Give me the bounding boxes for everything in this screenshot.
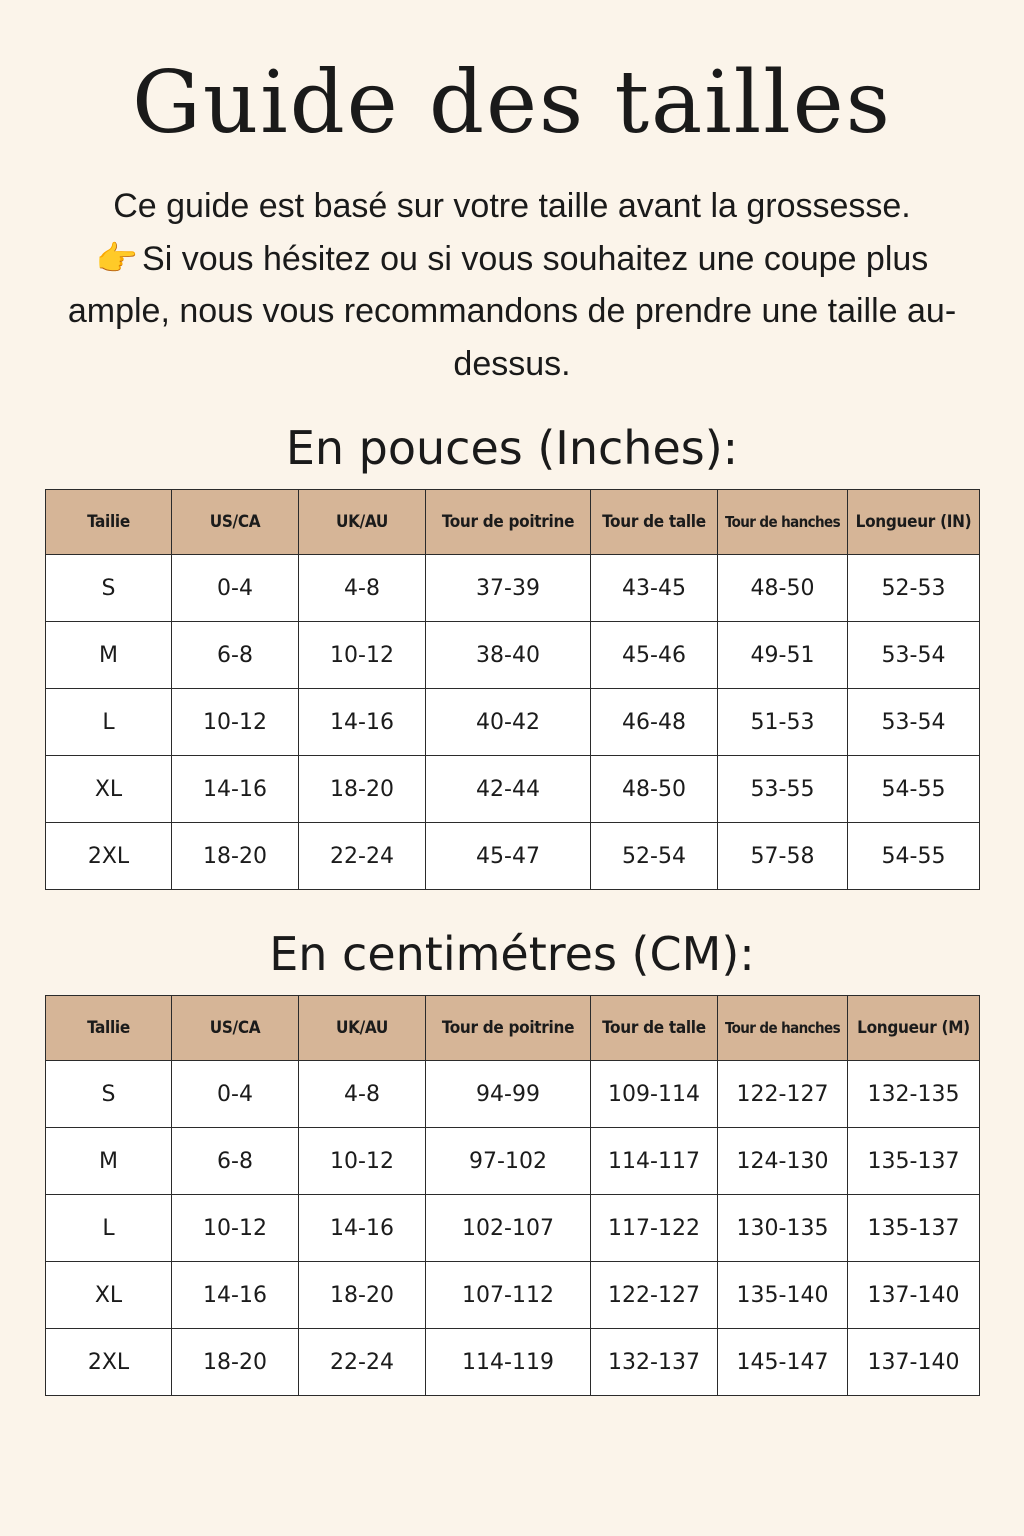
cell-length: 54-55 — [848, 823, 980, 890]
cell-chest: 97-102 — [426, 1128, 591, 1195]
table-row — [46, 1061, 980, 1128]
cell-hips: 124-130 — [718, 1128, 848, 1195]
cell-chest: 107-112 — [426, 1262, 591, 1329]
cell-length: 52-53 — [848, 555, 980, 622]
header-hips: Tour de hanches — [718, 996, 848, 1061]
cell-hips: 130-135 — [718, 1195, 848, 1262]
header-uk-au: UK/AU — [299, 490, 426, 555]
cell-size: XL — [46, 756, 172, 823]
page-title: Guide des tailles — [132, 53, 892, 153]
cell-us-ca: 6-8 — [172, 622, 299, 689]
table-row — [46, 622, 980, 689]
table-row — [46, 1262, 980, 1329]
cell-waist: 114-117 — [591, 1128, 718, 1195]
header-length: Longueur (M) — [848, 996, 980, 1061]
intro-line-2-text: Si vous hésitez ou si vous souhaitez une coupe plus ample, nous vous recommandons de prendre une taille au-dessus. — [67, 239, 957, 383]
cell-waist: 43-45 — [591, 555, 718, 622]
pointing-hand-icon: 👉 — [95, 239, 139, 278]
cell-chest: 94-99 — [426, 1061, 591, 1128]
cell-chest: 45-47 — [426, 823, 591, 890]
cell-size: L — [46, 689, 172, 756]
header-size: Tallie — [46, 996, 172, 1061]
table-row — [46, 823, 980, 890]
intro-line-2 — [50, 233, 974, 391]
cell-length: 137-140 — [848, 1262, 980, 1329]
cell-chest: 40-42 — [426, 689, 591, 756]
cell-hips: 51-53 — [718, 689, 848, 756]
cell-hips: 122-127 — [718, 1061, 848, 1128]
cell-uk-au: 4-8 — [299, 555, 426, 622]
cell-hips: 48-50 — [718, 555, 848, 622]
cell-us-ca: 14-16 — [172, 1262, 299, 1329]
cell-chest: 38-40 — [426, 622, 591, 689]
cell-size: S — [46, 1061, 172, 1128]
cell-chest: 114-119 — [426, 1329, 591, 1396]
cell-waist: 117-122 — [591, 1195, 718, 1262]
table-header-row — [46, 996, 980, 1061]
header-waist: Tour de talle — [591, 490, 718, 555]
cell-us-ca: 10-12 — [172, 1195, 299, 1262]
cell-size: XL — [46, 1262, 172, 1329]
header-us-ca: US/CA — [172, 490, 299, 555]
cell-uk-au: 18-20 — [299, 1262, 426, 1329]
cell-size: M — [46, 1128, 172, 1195]
cell-us-ca: 14-16 — [172, 756, 299, 823]
inches-size-table — [45, 489, 980, 890]
header-length: Longueur (IN) — [848, 490, 980, 555]
cell-size: 2XL — [46, 823, 172, 890]
cell-length: 53-54 — [848, 622, 980, 689]
intro-line-1: Ce guide est basé sur votre taille avant la grossesse. — [113, 187, 911, 225]
cell-waist: 132-137 — [591, 1329, 718, 1396]
cell-length: 137-140 — [848, 1329, 980, 1396]
header-size: Tailie — [46, 490, 172, 555]
cell-hips: 57-58 — [718, 823, 848, 890]
cell-us-ca: 10-12 — [172, 689, 299, 756]
cell-size: 2XL — [46, 1329, 172, 1396]
table-row — [46, 555, 980, 622]
cell-length: 54-55 — [848, 756, 980, 823]
header-chest: Tour de poitrine — [426, 996, 591, 1061]
cell-length: 135-137 — [848, 1128, 980, 1195]
cell-uk-au: 22-24 — [299, 1329, 426, 1396]
cell-length: 135-137 — [848, 1195, 980, 1262]
cell-us-ca: 0-4 — [172, 555, 299, 622]
cell-uk-au: 14-16 — [299, 1195, 426, 1262]
cell-chest: 102-107 — [426, 1195, 591, 1262]
cell-uk-au: 4-8 — [299, 1061, 426, 1128]
cell-uk-au: 10-12 — [299, 622, 426, 689]
cell-size: L — [46, 1195, 172, 1262]
cell-us-ca: 18-20 — [172, 823, 299, 890]
cell-waist: 109-114 — [591, 1061, 718, 1128]
table-row — [46, 1329, 980, 1396]
header-uk-au: UK/AU — [299, 996, 426, 1061]
cell-hips: 49-51 — [718, 622, 848, 689]
cell-us-ca: 0-4 — [172, 1061, 299, 1128]
cell-hips: 145-147 — [718, 1329, 848, 1396]
cell-size: M — [46, 622, 172, 689]
cell-length: 53-54 — [848, 689, 980, 756]
header-waist: Tour de talle — [591, 996, 718, 1061]
table-row — [46, 1128, 980, 1195]
cell-waist: 52-54 — [591, 823, 718, 890]
cell-chest: 42-44 — [426, 756, 591, 823]
header-hips: Tour de hanches — [718, 490, 848, 555]
table-row — [46, 689, 980, 756]
cell-uk-au: 10-12 — [299, 1128, 426, 1195]
cell-us-ca: 18-20 — [172, 1329, 299, 1396]
table-row — [46, 756, 980, 823]
cell-uk-au: 22-24 — [299, 823, 426, 890]
cm-heading: En centimétres (CM): — [269, 927, 755, 981]
cm-size-table — [45, 995, 980, 1396]
cell-waist: 45-46 — [591, 622, 718, 689]
header-chest: Tour de poitrine — [426, 490, 591, 555]
table-header-row — [46, 490, 980, 555]
cell-waist: 48-50 — [591, 756, 718, 823]
header-us-ca: US/CA — [172, 996, 299, 1061]
inches-heading: En pouces (Inches): — [285, 421, 739, 475]
cell-us-ca: 6-8 — [172, 1128, 299, 1195]
cell-uk-au: 18-20 — [299, 756, 426, 823]
intro-text — [50, 180, 974, 390]
table-row — [46, 1195, 980, 1262]
cell-hips: 53-55 — [718, 756, 848, 823]
cell-length: 132-135 — [848, 1061, 980, 1128]
cell-waist: 46-48 — [591, 689, 718, 756]
cell-chest: 37-39 — [426, 555, 591, 622]
cell-uk-au: 14-16 — [299, 689, 426, 756]
cell-hips: 135-140 — [718, 1262, 848, 1329]
cell-size: S — [46, 555, 172, 622]
cell-waist: 122-127 — [591, 1262, 718, 1329]
